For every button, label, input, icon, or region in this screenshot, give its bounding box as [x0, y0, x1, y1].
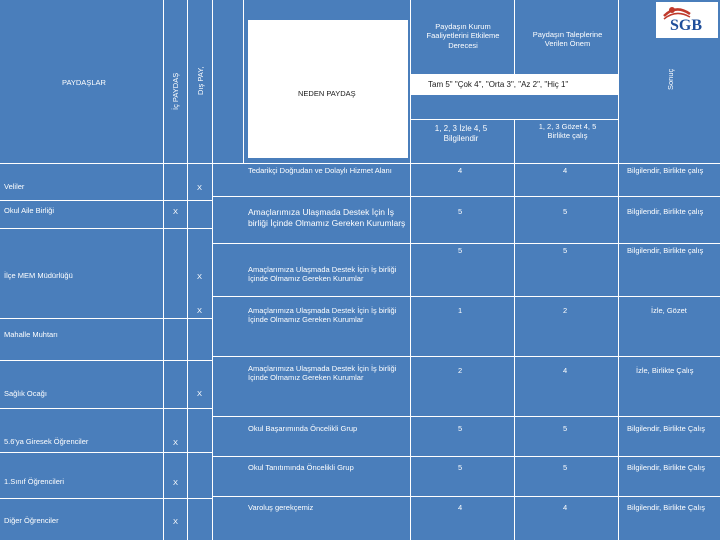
row-divider: [213, 416, 720, 417]
row-stakeholder: İlçe MEM Müdürlüğü: [4, 271, 73, 280]
row-onem: 5: [563, 246, 568, 255]
row-sonuc: Bilgilendir, Birlikte çalış: [627, 166, 704, 175]
row-divider: [213, 296, 720, 297]
row-etkileme: 5: [458, 424, 463, 433]
row-sonuc: İzle, Birlikte Çalış: [636, 366, 694, 375]
body-sonuc-col: [619, 164, 720, 540]
header-bilgilendir: 1, 2, 3 İzle 4, 5 Bilgilendir: [434, 124, 488, 143]
row-dis-mark: X: [197, 272, 203, 281]
row-dis-mark: X: [197, 183, 203, 192]
row-stakeholder: Mahalle Muhtarı: [4, 330, 58, 339]
row-ic-mark: X: [173, 438, 179, 447]
row-reason: Amaçlarımıza Ulaşmada Destek İçin İş birliği İçinde Olmamız Gereken Kurumlar: [248, 265, 397, 284]
row-etkileme: 4: [458, 166, 463, 175]
row-reason: Okul Tanıtımında Öncelikli Grup: [248, 463, 354, 472]
row-divider: [0, 200, 212, 201]
header-sonuc: Sonuç: [666, 68, 675, 90]
row-etkileme: 5: [458, 463, 463, 472]
header-dis-paydas: Dış PAY,: [196, 66, 205, 95]
row-etkileme: 5: [458, 246, 463, 255]
row-divider: [0, 498, 212, 499]
row-stakeholder: Veliler: [4, 182, 25, 191]
row-reason: Amaçlarımıza Ulaşmada Destek İçin İş birliği İçinde Olmamız Gereken Kurumlarş: [248, 207, 406, 228]
row-etkileme: 1: [458, 306, 463, 315]
body-onem-col: [515, 164, 618, 540]
row-onem: 5: [563, 424, 568, 433]
row-sonuc: Bilgilendir, Birlikte çalış: [627, 246, 704, 255]
header-etkileme: Paydaşın Kurum Faaliyetlerini Etkileme Derecesi: [426, 22, 500, 50]
row-onem: 4: [563, 166, 568, 175]
row-divider: [213, 496, 720, 497]
row-divider: [0, 163, 720, 164]
row-onem: 5: [563, 463, 568, 472]
row-divider: [213, 196, 720, 197]
row-divider: [0, 318, 212, 319]
row-sonuc: İzle, Gözet: [651, 306, 687, 315]
row-reason: Tedarikçi Doğrudan ve Dolaylı Hizmet Alanı: [248, 166, 392, 175]
header-neden-paydas: NEDEN PAYDAŞ: [298, 89, 356, 98]
row-reason: Amaçlarımıza Ulaşmada Destek İçin İş birliği İçinde Olmamız Gereken Kurumlar: [248, 306, 397, 325]
row-stakeholder: Diğer Öğrenciler: [4, 516, 59, 525]
row-reason: Okul Başarımında Öncelikli Grup: [248, 424, 358, 433]
row-ic-mark: X: [173, 207, 179, 216]
row-divider: [0, 408, 212, 409]
row-onem: 4: [563, 503, 568, 512]
row-divider: [0, 228, 212, 229]
row-etkileme: 2: [458, 366, 463, 375]
header-spacer-cell: [213, 0, 243, 163]
row-divider: [0, 452, 212, 453]
row-sonuc: Bilgilendir, Birlikte çalış: [627, 207, 704, 216]
row-ic-mark: X: [173, 478, 179, 487]
row-stakeholder: Okul Aile Birliği: [4, 206, 55, 215]
row-stakeholder: Sağlık Ocağı: [4, 389, 47, 398]
body-dis-col: [188, 164, 212, 540]
row-etkileme: 4: [458, 503, 463, 512]
row-stakeholder: 5.6'ya Giresek Öğrenciler: [4, 437, 89, 446]
row-sonuc: Bilgilendir, Birlikte Çalış: [627, 424, 705, 433]
header-scale: Tam 5" "Çok 4", "Orta 3", "Az 2", "Hiç 1": [428, 80, 569, 89]
row-sonuc: Bilgilendir, Birlikte Çalış: [627, 463, 705, 472]
row-etkileme: 5: [458, 207, 463, 216]
row-dis-mark: X: [197, 306, 203, 315]
header-onem: Paydaşın Taleplerine Verilen Önem: [532, 30, 603, 49]
row-divider: [213, 243, 720, 244]
row-ic-mark: X: [173, 517, 179, 526]
row-reason: Varoluş gerekçemiz: [248, 503, 314, 512]
header-paydaslar: PAYDAŞLAR: [62, 78, 106, 87]
row-reason: Amaçlarımıza Ulaşmada Destek İçin İş birliği İçinde Olmamız Gereken Kurumlar: [248, 364, 397, 383]
row-onem: 2: [563, 306, 568, 315]
row-stakeholder: 1.Sınıf Öğrencileri: [4, 477, 65, 486]
header-gozet: 1, 2, 3 Gözet 4, 5 Birlikte çalış: [538, 122, 597, 141]
body-etkileme-col: [411, 164, 514, 540]
row-divider: [0, 360, 212, 361]
row-onem: 5: [563, 207, 568, 216]
row-sonuc: Bilgilendir, Birlikte Çalış: [627, 503, 705, 512]
row-divider: [213, 356, 720, 357]
row-dis-mark: X: [197, 389, 203, 398]
row-divider: [213, 456, 720, 457]
row-onem: 4: [563, 366, 568, 375]
sgb-logo: [656, 2, 718, 38]
sgb-logo-text: SGB: [670, 17, 703, 34]
header-ic-paydas: İç PAYDAŞ: [171, 72, 180, 110]
